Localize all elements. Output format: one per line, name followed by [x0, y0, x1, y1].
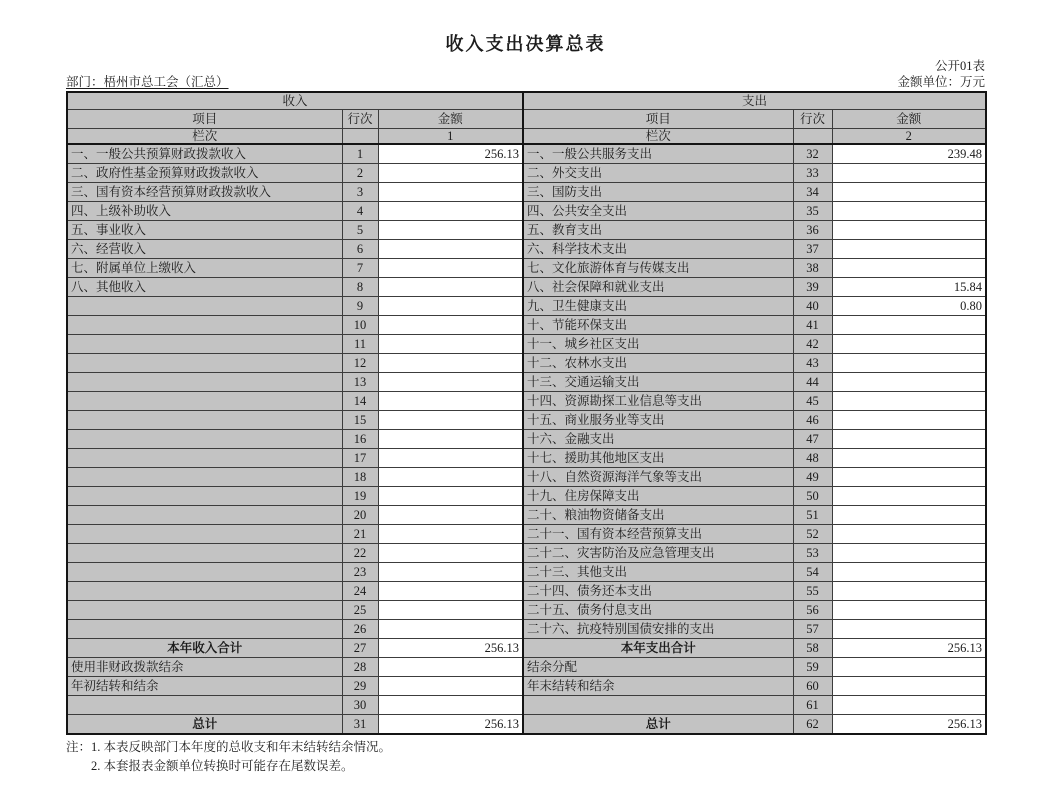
amount-unit-label: 金额单位：万元: [897, 75, 985, 89]
table-row: [67, 259, 986, 278]
expense-rowno-cell: 41: [793, 316, 832, 335]
expense-amount-cell: [832, 677, 986, 696]
expense-item-cell: 十七、援助其他地区支出: [523, 449, 793, 468]
expense-lanci-blank: [793, 129, 832, 145]
income-amount-cell: [378, 164, 523, 183]
expense-amount-cell: [832, 525, 986, 544]
income-amount-cell: 256.13: [378, 144, 523, 164]
income-column-number: 1: [378, 129, 523, 145]
expense-amount-cell: [832, 468, 986, 487]
form-code: 公开01表: [934, 59, 985, 73]
expense-item-cell: 五、教育支出: [523, 221, 793, 240]
income-amount-cell: [378, 582, 523, 601]
income-item-cell: [67, 449, 342, 468]
expense-rowno-cell: 61: [793, 696, 832, 715]
department-label: 部门：梧州市总工会（汇总）: [66, 75, 229, 89]
income-amount-cell: [378, 677, 523, 696]
income-item-cell: [67, 430, 342, 449]
expense-rowno-cell: 57: [793, 620, 832, 639]
income-amount-cell: [378, 259, 523, 278]
income-item-cell: 七、附属单位上缴收入: [67, 259, 342, 278]
table-row: [67, 620, 986, 639]
income-amount-header: 金额: [378, 110, 523, 129]
expense-rowno-cell: 60: [793, 677, 832, 696]
table-row: [67, 582, 986, 601]
income-item-cell: [67, 506, 342, 525]
expense-column-number: 2: [832, 129, 986, 145]
expense-item-cell: 二十三、其他支出: [523, 563, 793, 582]
expense-item-cell: [523, 696, 793, 715]
table-row: [67, 278, 986, 297]
income-amount-cell: [378, 544, 523, 563]
income-rowno-header: 行次: [342, 110, 378, 129]
expense-amount-cell: [832, 259, 986, 278]
table-row: [67, 677, 986, 696]
expense-amount-cell: [832, 202, 986, 221]
expense-amount-cell: [832, 240, 986, 259]
income-amount-cell: [378, 601, 523, 620]
income-rowno-cell: 17: [342, 449, 378, 468]
expense-amount-cell: [832, 373, 986, 392]
expense-amount-cell: [832, 449, 986, 468]
table-body: [67, 144, 986, 734]
income-lanci-blank: [342, 129, 378, 145]
expense-amount-cell: [832, 183, 986, 202]
expense-rowno-cell: 39: [793, 278, 832, 297]
income-rowno-cell: 18: [342, 468, 378, 487]
expense-amount-header: 金额: [832, 110, 986, 129]
income-item-cell: 使用非财政拨款结余: [67, 658, 342, 677]
income-item-cell: [67, 316, 342, 335]
expense-amount-cell: [832, 658, 986, 677]
income-item-cell: [67, 468, 342, 487]
income-amount-cell: [378, 411, 523, 430]
income-amount-cell: [378, 297, 523, 316]
expense-item-cell: 二十、粮油物资储备支出: [523, 506, 793, 525]
expense-item-cell: 十一、城乡社区支出: [523, 335, 793, 354]
income-item-cell: 六、经营收入: [67, 240, 342, 259]
expense-rowno-cell: 49: [793, 468, 832, 487]
expense-rowno-cell: 56: [793, 601, 832, 620]
budget-summary-table: [66, 91, 987, 735]
expense-rowno-cell: 47: [793, 430, 832, 449]
income-amount-cell: [378, 183, 523, 202]
table-row: [67, 221, 986, 240]
expense-rowno-cell: 43: [793, 354, 832, 373]
income-item-cell: 年初结转和结余: [67, 677, 342, 696]
expense-item-cell: 十四、资源勘探工业信息等支出: [523, 392, 793, 411]
income-item-cell: [67, 335, 342, 354]
table-row: [67, 715, 986, 735]
table-row: [67, 449, 986, 468]
income-amount-cell: [378, 373, 523, 392]
income-rowno-cell: 13: [342, 373, 378, 392]
table-row: [67, 316, 986, 335]
expense-amount-cell: [832, 601, 986, 620]
table-row: [67, 563, 986, 582]
expense-rowno-cell: 55: [793, 582, 832, 601]
expense-item-cell: 二十五、债务付息支出: [523, 601, 793, 620]
table-row: [67, 487, 986, 506]
page-title: 收入支出决算总表: [445, 34, 606, 54]
income-rowno-cell: 26: [342, 620, 378, 639]
income-rowno-cell: 27: [342, 639, 378, 658]
income-item-cell: [67, 354, 342, 373]
income-item-cell: [67, 582, 342, 601]
income-rowno-cell: 1: [342, 144, 378, 164]
expense-amount-cell: [832, 506, 986, 525]
table-row: [67, 354, 986, 373]
footnotes: [66, 738, 985, 776]
expense-item-cell: 二十四、债务还本支出: [523, 582, 793, 601]
expense-item-cell: 四、公共安全支出: [523, 202, 793, 221]
income-amount-cell: [378, 354, 523, 373]
table-row: [67, 430, 986, 449]
expense-rowno-cell: 53: [793, 544, 832, 563]
expense-item-cell: 二、外交支出: [523, 164, 793, 183]
expense-amount-cell: 0.80: [832, 297, 986, 316]
expense-item-cell: 十三、交通运输支出: [523, 373, 793, 392]
expense-item-cell: 年末结转和结余: [523, 677, 793, 696]
income-rowno-cell: 5: [342, 221, 378, 240]
income-amount-cell: [378, 449, 523, 468]
expense-amount-cell: [832, 696, 986, 715]
table-row: [67, 240, 986, 259]
income-item-cell: 八、其他收入: [67, 278, 342, 297]
expense-amount-cell: [832, 335, 986, 354]
table-row: [67, 468, 986, 487]
income-item-cell: [67, 525, 342, 544]
income-rowno-cell: 8: [342, 278, 378, 297]
meta-row: [66, 75, 985, 90]
table-row: [67, 183, 986, 202]
income-rowno-cell: 3: [342, 183, 378, 202]
expense-amount-cell: 256.13: [832, 715, 986, 735]
income-amount-cell: [378, 335, 523, 354]
expense-amount-cell: [832, 221, 986, 240]
footnote-2: 2. 本套报表金额单位转换时可能存在尾数误差。: [91, 759, 354, 773]
income-rowno-cell: 11: [342, 335, 378, 354]
expense-amount-cell: 239.48: [832, 144, 986, 164]
income-item-header: 项目: [67, 110, 342, 129]
expense-section-header: 支出: [523, 92, 986, 110]
income-rowno-cell: 20: [342, 506, 378, 525]
table-row: [67, 506, 986, 525]
expense-rowno-cell: 46: [793, 411, 832, 430]
income-item-cell: 总计: [67, 715, 342, 735]
table-row: [67, 658, 986, 677]
expense-item-cell: 十九、住房保障支出: [523, 487, 793, 506]
table-row: [67, 696, 986, 715]
table-row: [67, 202, 986, 221]
expense-rowno-cell: 45: [793, 392, 832, 411]
expense-item-cell: 本年支出合计: [523, 639, 793, 658]
income-amount-cell: [378, 487, 523, 506]
expense-item-cell: 十二、农林水支出: [523, 354, 793, 373]
table-row: [67, 144, 986, 164]
income-amount-cell: [378, 392, 523, 411]
expense-item-cell: 一、一般公共服务支出: [523, 144, 793, 164]
column-header-row: [67, 110, 986, 129]
expense-amount-cell: 256.13: [832, 639, 986, 658]
income-item-cell: 本年收入合计: [67, 639, 342, 658]
income-item-cell: 五、事业收入: [67, 221, 342, 240]
expense-item-cell: 二十六、抗疫特别国债安排的支出: [523, 620, 793, 639]
income-rowno-cell: 14: [342, 392, 378, 411]
expense-rowno-cell: 44: [793, 373, 832, 392]
expense-rowno-cell: 48: [793, 449, 832, 468]
income-item-cell: [67, 696, 342, 715]
expense-rowno-cell: 59: [793, 658, 832, 677]
expense-amount-cell: [832, 430, 986, 449]
income-item-cell: [67, 373, 342, 392]
expense-rowno-cell: 52: [793, 525, 832, 544]
table-row: [67, 544, 986, 563]
table-row: [67, 373, 986, 392]
expense-item-cell: 九、卫生健康支出: [523, 297, 793, 316]
income-amount-cell: [378, 620, 523, 639]
income-rowno-cell: 6: [342, 240, 378, 259]
income-lanci-label: 栏次: [67, 129, 342, 145]
expense-amount-cell: [832, 164, 986, 183]
expense-amount-cell: [832, 411, 986, 430]
income-amount-cell: [378, 278, 523, 297]
income-rowno-cell: 30: [342, 696, 378, 715]
expense-rowno-cell: 58: [793, 639, 832, 658]
income-rowno-cell: 12: [342, 354, 378, 373]
expense-rowno-cell: 42: [793, 335, 832, 354]
expense-amount-cell: [832, 582, 986, 601]
expense-item-cell: 十、节能环保支出: [523, 316, 793, 335]
income-item-cell: [67, 411, 342, 430]
expense-item-cell: 十六、金融支出: [523, 430, 793, 449]
expense-amount-cell: [832, 620, 986, 639]
income-item-cell: 二、政府性基金预算财政拨款收入: [67, 164, 342, 183]
expense-amount-cell: [832, 544, 986, 563]
expense-lanci-label: 栏次: [523, 129, 793, 145]
income-section-header: 收入: [67, 92, 523, 110]
table-row: [67, 335, 986, 354]
table-row: [67, 525, 986, 544]
income-item-cell: 一、一般公共预算财政拨款收入: [67, 144, 342, 164]
expense-amount-cell: [832, 392, 986, 411]
table-row: [67, 297, 986, 316]
expense-item-cell: 十五、商业服务业等支出: [523, 411, 793, 430]
expense-rowno-cell: 37: [793, 240, 832, 259]
column-number-row: [67, 129, 986, 145]
income-item-cell: [67, 297, 342, 316]
report-document: [66, 34, 985, 776]
income-rowno-cell: 21: [342, 525, 378, 544]
income-item-cell: [67, 544, 342, 563]
income-rowno-cell: 22: [342, 544, 378, 563]
income-rowno-cell: 25: [342, 601, 378, 620]
expense-item-cell: 总计: [523, 715, 793, 735]
expense-item-cell: 二十二、灾害防治及应急管理支出: [523, 544, 793, 563]
income-amount-cell: 256.13: [378, 639, 523, 658]
expense-item-cell: 六、科学技术支出: [523, 240, 793, 259]
expense-rowno-cell: 40: [793, 297, 832, 316]
table-row: [67, 411, 986, 430]
expense-rowno-cell: 62: [793, 715, 832, 735]
expense-rowno-header: 行次: [793, 110, 832, 129]
expense-amount-cell: [832, 316, 986, 335]
income-rowno-cell: 2: [342, 164, 378, 183]
expense-rowno-cell: 36: [793, 221, 832, 240]
income-rowno-cell: 7: [342, 259, 378, 278]
income-item-cell: 四、上级补助收入: [67, 202, 342, 221]
expense-item-cell: 三、国防支出: [523, 183, 793, 202]
income-item-cell: [67, 563, 342, 582]
expense-rowno-cell: 33: [793, 164, 832, 183]
income-rowno-cell: 10: [342, 316, 378, 335]
income-rowno-cell: 29: [342, 677, 378, 696]
income-item-cell: 三、国有资本经营预算财政拨款收入: [67, 183, 342, 202]
income-item-cell: [67, 620, 342, 639]
expense-rowno-cell: 54: [793, 563, 832, 582]
expense-amount-cell: [832, 563, 986, 582]
income-amount-cell: [378, 240, 523, 259]
expense-item-cell: 七、文化旅游体育与传媒支出: [523, 259, 793, 278]
income-amount-cell: [378, 658, 523, 677]
income-rowno-cell: 19: [342, 487, 378, 506]
income-item-cell: [67, 601, 342, 620]
income-amount-cell: [378, 221, 523, 240]
expense-rowno-cell: 38: [793, 259, 832, 278]
income-amount-cell: [378, 202, 523, 221]
income-rowno-cell: 24: [342, 582, 378, 601]
expense-item-cell: 十八、自然资源海洋气象等支出: [523, 468, 793, 487]
income-rowno-cell: 28: [342, 658, 378, 677]
expense-rowno-cell: 34: [793, 183, 832, 202]
income-rowno-cell: 9: [342, 297, 378, 316]
expense-amount-cell: 15.84: [832, 278, 986, 297]
expense-rowno-cell: 32: [793, 144, 832, 164]
expense-item-cell: 八、社会保障和就业支出: [523, 278, 793, 297]
section-header-row: [67, 92, 986, 110]
income-item-cell: [67, 392, 342, 411]
income-amount-cell: [378, 525, 523, 544]
expense-rowno-cell: 51: [793, 506, 832, 525]
expense-item-cell: 二十一、国有资本经营预算支出: [523, 525, 793, 544]
income-amount-cell: [378, 468, 523, 487]
income-amount-cell: [378, 563, 523, 582]
income-amount-cell: 256.13: [378, 715, 523, 735]
expense-item-cell: 结余分配: [523, 658, 793, 677]
income-amount-cell: [378, 506, 523, 525]
income-rowno-cell: 31: [342, 715, 378, 735]
expense-rowno-cell: 50: [793, 487, 832, 506]
table-row: [67, 164, 986, 183]
income-amount-cell: [378, 696, 523, 715]
table-row: [67, 601, 986, 620]
footnote-1: 注：1. 本表反映部门本年度的总收支和年末结转结余情况。: [66, 740, 392, 754]
income-amount-cell: [378, 316, 523, 335]
income-rowno-cell: 23: [342, 563, 378, 582]
table-row: [67, 639, 986, 658]
expense-amount-cell: [832, 487, 986, 506]
income-amount-cell: [378, 430, 523, 449]
expense-item-header: 项目: [523, 110, 793, 129]
income-rowno-cell: 15: [342, 411, 378, 430]
income-rowno-cell: 4: [342, 202, 378, 221]
expense-amount-cell: [832, 354, 986, 373]
income-item-cell: [67, 487, 342, 506]
expense-rowno-cell: 35: [793, 202, 832, 221]
income-rowno-cell: 16: [342, 430, 378, 449]
table-row: [67, 392, 986, 411]
